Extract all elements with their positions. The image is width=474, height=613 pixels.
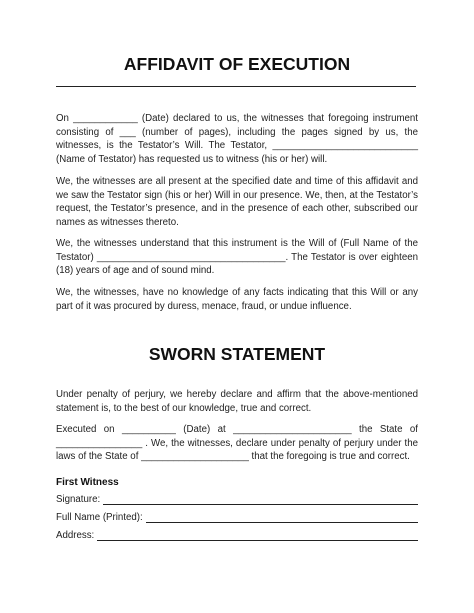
paragraph-declaration: On ____________ (Date) declared to us, the witnesses that foregoing instrument consisting of ___ (number of pages), including the pages signed by us, the witnesses, is the Testator’s Will. The Testator, ___________________________ (Name of Testator) has requested us to witness (his or her) will. [56,113,418,165]
signature-label: Signature: [56,494,101,505]
address-line[interactable] [97,530,418,541]
signature-row [56,491,418,505]
sworn-statement-title: SWORN STATEMENT [148,344,326,364]
address-row [56,527,418,541]
execution-details: Executed on __________ (Date) at ______________________ the State of ________________ . We, the witnesses, declare under penalty of perjury under the laws of the State of ____________________ that the foregoing is true and correct. [56,424,418,463]
first-witness-heading: First Witness [56,477,119,488]
paragraph-testator-identity: We, the witnesses understand that this instrument is the Will of (Full Name of the Testator) ___________________________________. The Testator is over eighteen (18) years of age and of sound mind. [56,238,418,277]
paragraph-no-duress: We, the witnesses, have no knowledge of any facts indicating that this Will or any part of it was procured by duress, menace, fraud, or undue influence. [56,287,418,312]
full-name-label: Full Name (Printed): [56,512,143,523]
full-name-row [56,509,418,523]
address-label: Address: [56,530,95,541]
document-title: AFFIDAVIT OF EXECUTION [123,54,351,74]
title-divider [56,86,416,87]
paragraph-witness-presence: We, the witnesses are all present at the specified date and time of this affidavit and we saw the Testator sign (his or her) Will in our presence. We, then, at the Testator’s request, the Testator’s presence, and in the presence of each other, subscribed our names as witnesses thereto. [56,176,418,228]
full-name-line[interactable] [146,512,418,523]
signature-line[interactable] [103,494,418,505]
sworn-declaration: Under penalty of perjury, we hereby declare and affirm that the above-mentioned statement is, to the best of our knowledge, true and correct. [56,389,418,414]
